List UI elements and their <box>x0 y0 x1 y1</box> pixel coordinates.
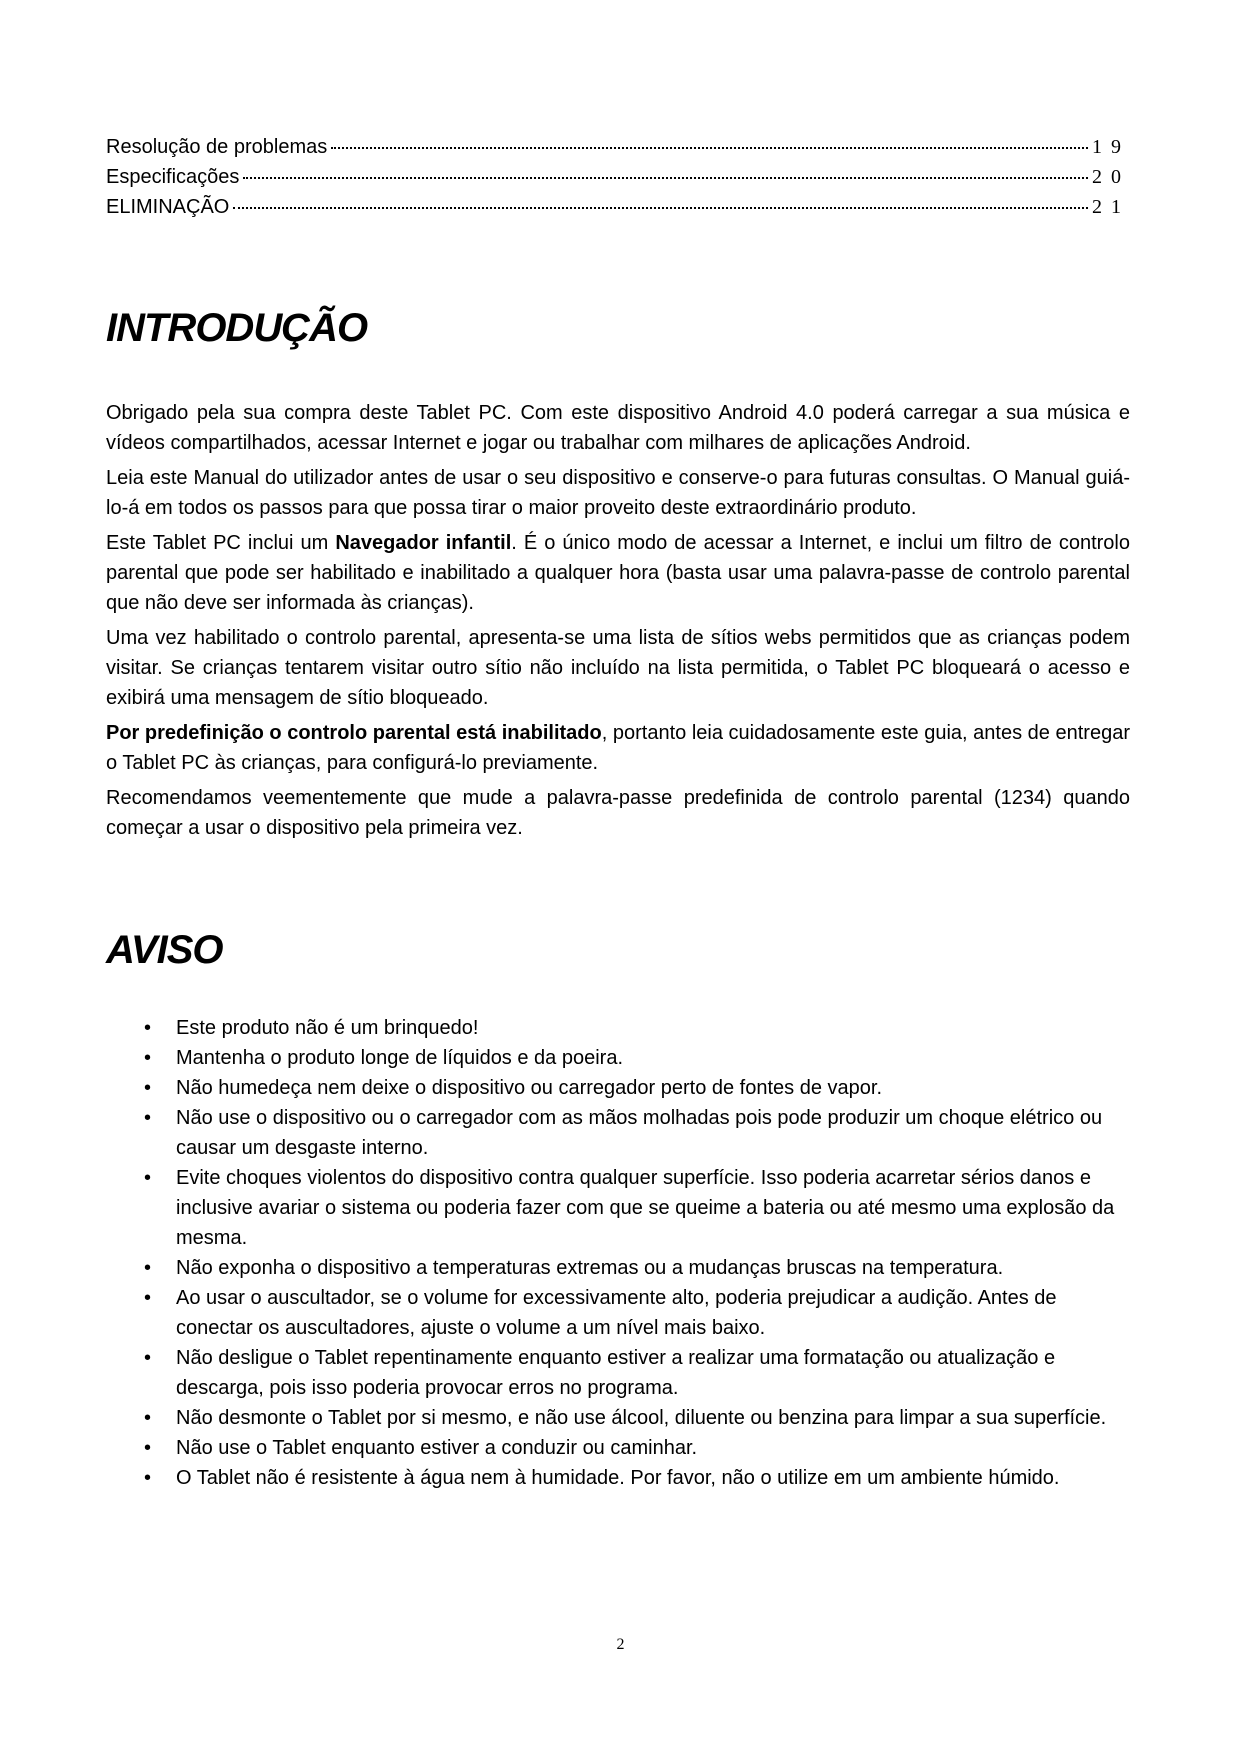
intro-paragraph: Leia este Manual do utilizador antes de usar o seu dispositivo e conserve-o para futuras consultas. O Manual guiá-lo-á em todos os passos para que possa tirar o maior proveito deste extraordinário produto. <box>106 467 1130 519</box>
list-item-text: Não exponha o dispositivo a temperaturas extremas ou a mudanças bruscas na temperatura. <box>176 1257 1004 1279</box>
toc-entry-label: Especificações <box>106 166 240 188</box>
list-item <box>106 1343 1130 1403</box>
list-item <box>106 1283 1130 1343</box>
toc-entry-page: 19 <box>1092 136 1130 158</box>
bullet-icon: • <box>144 1077 152 1099</box>
list-item <box>106 1013 1130 1043</box>
list-item <box>106 1463 1130 1493</box>
bullet-icon: • <box>144 1467 152 1489</box>
bullet-icon: • <box>144 1017 152 1039</box>
list-item-text: Não desligue o Tablet repentinamente enquanto estiver a realizar uma formatação ou atualização e descarga, pois isso poderia provocar erros no programa. <box>176 1347 1056 1399</box>
list-item-text: Evite choques violentos do dispositivo contra qualquer superfície. Isso poderia acarretar sérios danos e inclusive avariar o sistema ou poderia fazer com que se queime a bateria ou até mesmo uma explosão da mesma. <box>176 1167 1115 1249</box>
list-item-text: Não humedeça nem deixe o dispositivo ou carregador perto de fontes de vapor. <box>176 1077 882 1099</box>
toc-entry[interactable] <box>106 136 1130 166</box>
list-item <box>106 1073 1130 1103</box>
list-item <box>106 1043 1130 1073</box>
bullet-icon: • <box>144 1287 152 1309</box>
intro-paragraph: Recomendamos veementemente que mude a palavra-passe predefinida de controlo parental (1234) quando começar a usar o dispositivo pela primeira vez. <box>106 787 1130 839</box>
list-item <box>106 1103 1130 1163</box>
toc-entry-page: 20 <box>1092 166 1130 188</box>
intro-paragraph: Uma vez habilitado o controlo parental, apresenta-se uma lista de sítios webs permitidos que as crianças podem visitar. Se crianças tentarem visitar outro sítio não incluído na lista permitida, o Tablet PC bloqueará o acesso e exibirá uma mensagem de sítio bloqueado. <box>106 627 1130 709</box>
toc-entry[interactable] <box>106 166 1130 196</box>
toc-entry-label: ELIMINAÇÃO <box>106 196 230 218</box>
list-item-text: Não desmonte o Tablet por si mesmo, e não use álcool, diluente ou benzina para limpar a sua superfície. <box>176 1407 1107 1429</box>
list-item <box>106 1163 1130 1253</box>
list-item <box>106 1253 1130 1283</box>
list-item <box>106 1403 1130 1433</box>
toc-entry-label: Resolução de problemas <box>106 136 328 158</box>
page-number: 2 <box>616 1636 625 1653</box>
intro-paragraph <box>106 718 1130 778</box>
warning-heading: AVISO <box>106 928 223 972</box>
toc-leader-dots <box>243 177 1088 179</box>
bullet-icon: • <box>144 1047 152 1069</box>
list-item-text: Este produto não é um brinquedo! <box>176 1017 479 1039</box>
bullet-icon: • <box>144 1167 152 1189</box>
toc-entry[interactable] <box>106 196 1130 226</box>
list-item-text: O Tablet não é resistente à água nem à humidade. Por favor, não o utilize em um ambiente húmido. <box>176 1467 1060 1489</box>
intro-section <box>106 398 1130 848</box>
list-item-text: Não use o Tablet enquanto estiver a conduzir ou caminhar. <box>176 1437 698 1459</box>
paragraph-text: . É o único modo de acessar a Internet, e inclui um filtro de controlo parental que pode ser habilitado e inabilitado a qualquer hora (basta usar uma palavra-passe de controlo parental que não deve ser informada às crianças). <box>106 532 1130 614</box>
paragraph-text: , portanto leia cuidadosamente este guia, antes de entregar o Tablet PC às crianças, para configurá-lo previamente. <box>106 722 1130 774</box>
list-item <box>106 1433 1130 1463</box>
warning-list <box>106 1013 1130 1493</box>
list-item-text: Ao usar o auscultador, se o volume for excessivamente alto, poderia prejudicar a audição. Antes de conectar os auscultadores, ajuste o volume a um nível mais baixo. <box>176 1287 1057 1339</box>
toc-leader-dots <box>233 207 1088 209</box>
list-item-text: Mantenha o produto longe de líquidos e da poeira. <box>176 1047 624 1069</box>
bullet-icon: • <box>144 1347 152 1369</box>
list-item-text: Não use o dispositivo ou o carregador com as mãos molhadas pois pode produzir um choque elétrico ou causar um desgaste interno. <box>176 1107 1103 1159</box>
parental-control-emphasis: Por predefinição o controlo parental está inabilitado <box>106 722 602 744</box>
table-of-contents <box>106 136 1130 226</box>
bullet-icon: • <box>144 1407 152 1429</box>
intro-paragraph: Obrigado pela sua compra deste Tablet PC. Com este dispositivo Android 4.0 poderá carregar a sua música e vídeos compartilhados, acessar Internet e jogar ou trabalhar com milhares de aplicações Android. <box>106 402 1130 454</box>
kids-browser-emphasis: Navegador infantil <box>335 532 512 554</box>
toc-entry-page: 21 <box>1092 196 1130 218</box>
intro-paragraph <box>106 528 1130 618</box>
intro-heading: INTRODUÇÃO <box>106 306 368 350</box>
bullet-icon: • <box>144 1107 152 1129</box>
bullet-icon: • <box>144 1437 152 1459</box>
bullet-icon: • <box>144 1257 152 1279</box>
paragraph-text: Este Tablet PC inclui um <box>106 532 336 554</box>
toc-leader-dots <box>331 147 1088 149</box>
